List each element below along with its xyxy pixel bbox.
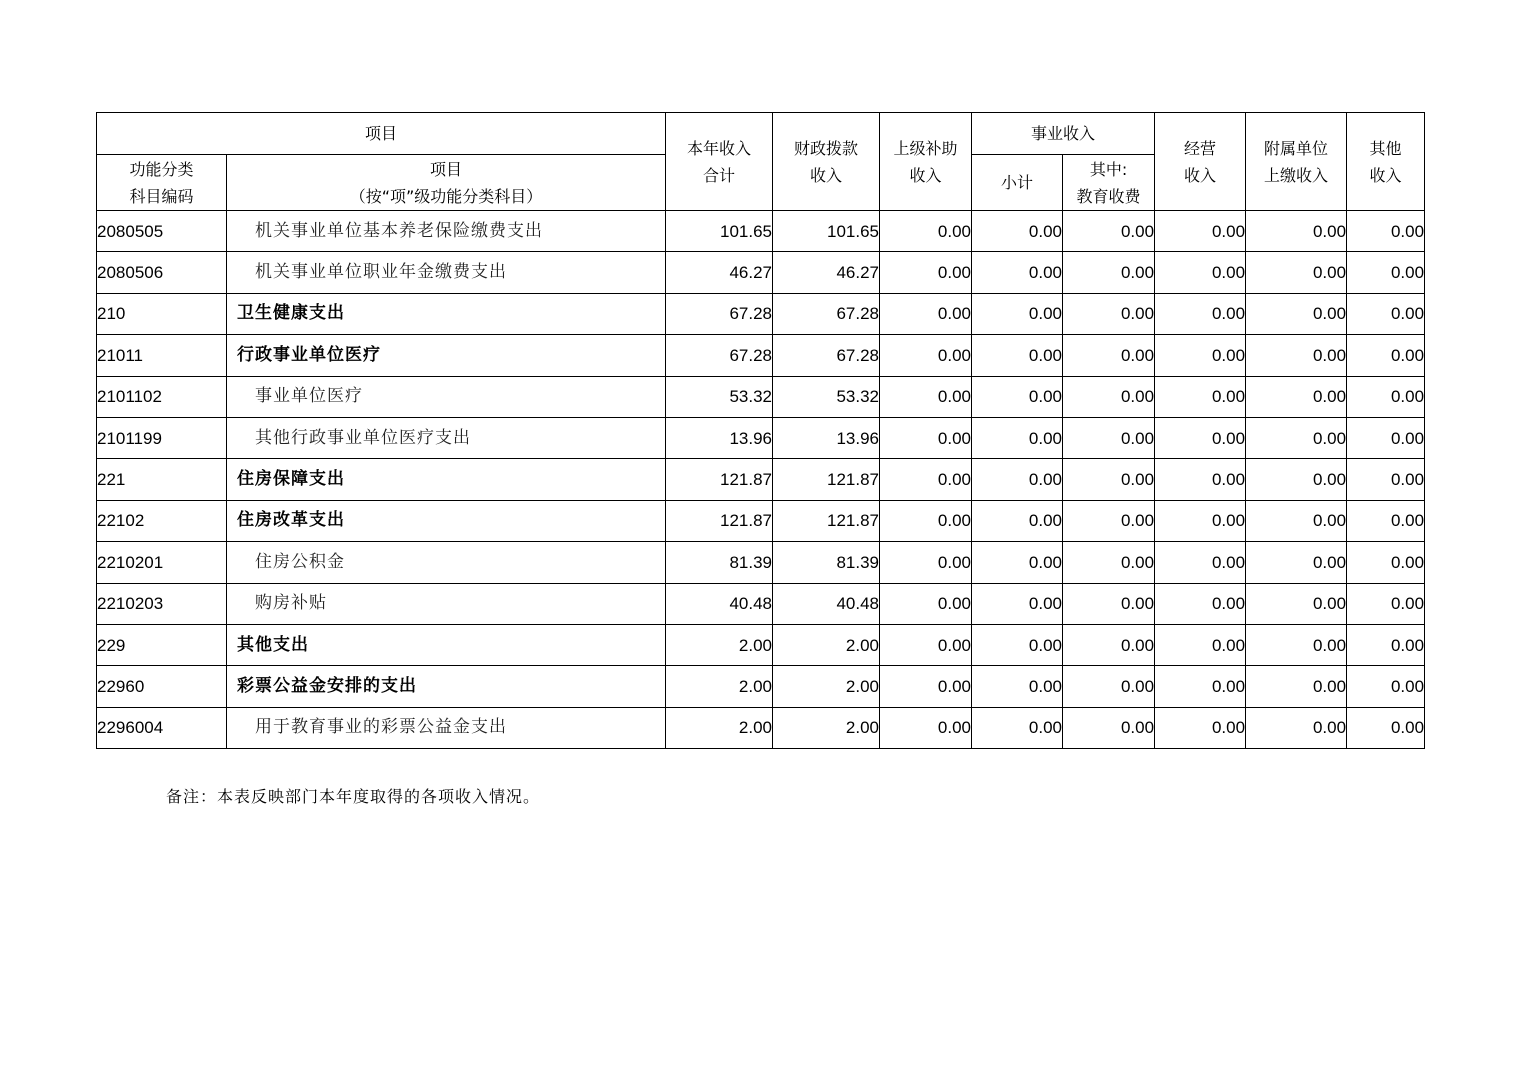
row-name: 用于教育事业的彩票公益金支出 xyxy=(227,707,666,748)
header-business-edu: 其中: 教育收费 xyxy=(1063,155,1155,211)
cell-fiscal: 46.27 xyxy=(773,252,880,293)
cell-other: 0.00 xyxy=(1347,707,1425,748)
cell-superior: 0.00 xyxy=(880,624,972,665)
cell-superior: 0.00 xyxy=(880,542,972,583)
table-row xyxy=(97,707,1425,748)
row-name: 事业单位医疗 xyxy=(227,376,666,417)
cell-business-edu: 0.00 xyxy=(1063,417,1155,458)
row-code: 2210203 xyxy=(97,583,227,624)
cell-affiliated: 0.00 xyxy=(1246,211,1347,252)
row-name: 住房公积金 xyxy=(227,542,666,583)
cell-operating: 0.00 xyxy=(1155,459,1246,500)
table-body xyxy=(97,211,1425,749)
cell-superior: 0.00 xyxy=(880,500,972,541)
cell-other: 0.00 xyxy=(1347,376,1425,417)
cell-fiscal: 101.65 xyxy=(773,211,880,252)
cell-business-edu: 0.00 xyxy=(1063,335,1155,376)
cell-fiscal: 67.28 xyxy=(773,335,880,376)
cell-total: 67.28 xyxy=(666,335,773,376)
header-operating: 经营 收入 xyxy=(1155,113,1246,211)
row-code: 2080506 xyxy=(97,252,227,293)
row-name: 机关事业单位基本养老保险缴费支出 xyxy=(227,211,666,252)
cell-total: 46.27 xyxy=(666,252,773,293)
cell-affiliated: 0.00 xyxy=(1246,624,1347,665)
cell-fiscal: 121.87 xyxy=(773,459,880,500)
cell-superior: 0.00 xyxy=(880,459,972,500)
cell-business-edu: 0.00 xyxy=(1063,707,1155,748)
header-business-subtotal: 小计 xyxy=(972,155,1063,211)
cell-other: 0.00 xyxy=(1347,666,1425,707)
cell-operating: 0.00 xyxy=(1155,707,1246,748)
cell-total: 81.39 xyxy=(666,542,773,583)
table-row xyxy=(97,293,1425,334)
row-name: 住房改革支出 xyxy=(227,500,666,541)
header-business-group: 事业收入 xyxy=(972,113,1155,155)
cell-other: 0.00 xyxy=(1347,252,1425,293)
cell-superior: 0.00 xyxy=(880,666,972,707)
cell-total: 40.48 xyxy=(666,583,773,624)
cell-affiliated: 0.00 xyxy=(1246,376,1347,417)
cell-business-edu: 0.00 xyxy=(1063,500,1155,541)
row-name: 行政事业单位医疗 xyxy=(227,335,666,376)
row-name: 其他行政事业单位医疗支出 xyxy=(227,417,666,458)
cell-superior: 0.00 xyxy=(880,583,972,624)
cell-operating: 0.00 xyxy=(1155,666,1246,707)
table-row xyxy=(97,542,1425,583)
header-other: 其他 收入 xyxy=(1347,113,1425,211)
cell-fiscal: 121.87 xyxy=(773,500,880,541)
row-code: 2210201 xyxy=(97,542,227,583)
row-code: 22102 xyxy=(97,500,227,541)
cell-business-subtotal: 0.00 xyxy=(972,707,1063,748)
cell-affiliated: 0.00 xyxy=(1246,417,1347,458)
cell-business-subtotal: 0.00 xyxy=(972,293,1063,334)
cell-affiliated: 0.00 xyxy=(1246,542,1347,583)
table-row xyxy=(97,459,1425,500)
row-code: 21011 xyxy=(97,335,227,376)
cell-fiscal: 67.28 xyxy=(773,293,880,334)
cell-other: 0.00 xyxy=(1347,500,1425,541)
cell-total: 2.00 xyxy=(666,707,773,748)
cell-affiliated: 0.00 xyxy=(1246,583,1347,624)
header-name: 项目 （按“项”级功能分类科目） xyxy=(227,155,666,211)
table-row xyxy=(97,252,1425,293)
cell-fiscal: 2.00 xyxy=(773,707,880,748)
cell-business-edu: 0.00 xyxy=(1063,583,1155,624)
header-superior: 上级补助 收入 xyxy=(880,113,972,211)
cell-business-edu: 0.00 xyxy=(1063,542,1155,583)
cell-business-subtotal: 0.00 xyxy=(972,211,1063,252)
table-row xyxy=(97,500,1425,541)
cell-total: 101.65 xyxy=(666,211,773,252)
cell-operating: 0.00 xyxy=(1155,252,1246,293)
row-name: 彩票公益金安排的支出 xyxy=(227,666,666,707)
cell-affiliated: 0.00 xyxy=(1246,252,1347,293)
header-fiscal: 财政拨款 收入 xyxy=(773,113,880,211)
cell-business-subtotal: 0.00 xyxy=(972,583,1063,624)
cell-business-subtotal: 0.00 xyxy=(972,542,1063,583)
cell-other: 0.00 xyxy=(1347,624,1425,665)
income-table xyxy=(96,112,1425,749)
cell-business-edu: 0.00 xyxy=(1063,376,1155,417)
header-affiliated: 附属单位 上缴收入 xyxy=(1246,113,1347,211)
table-row xyxy=(97,335,1425,376)
cell-business-edu: 0.00 xyxy=(1063,252,1155,293)
cell-total: 2.00 xyxy=(666,624,773,665)
cell-affiliated: 0.00 xyxy=(1246,666,1347,707)
cell-fiscal: 2.00 xyxy=(773,666,880,707)
cell-total: 53.32 xyxy=(666,376,773,417)
row-code: 210 xyxy=(97,293,227,334)
cell-business-edu: 0.00 xyxy=(1063,666,1155,707)
cell-superior: 0.00 xyxy=(880,293,972,334)
cell-other: 0.00 xyxy=(1347,459,1425,500)
cell-other: 0.00 xyxy=(1347,542,1425,583)
cell-superior: 0.00 xyxy=(880,335,972,376)
header-item: 项目 xyxy=(97,113,666,155)
cell-fiscal: 2.00 xyxy=(773,624,880,665)
table-row xyxy=(97,417,1425,458)
cell-other: 0.00 xyxy=(1347,417,1425,458)
row-name: 机关事业单位职业年金缴费支出 xyxy=(227,252,666,293)
cell-superior: 0.00 xyxy=(880,252,972,293)
row-code: 229 xyxy=(97,624,227,665)
cell-fiscal: 81.39 xyxy=(773,542,880,583)
row-name: 住房保障支出 xyxy=(227,459,666,500)
header-total: 本年收入 合计 xyxy=(666,113,773,211)
cell-operating: 0.00 xyxy=(1155,583,1246,624)
cell-other: 0.00 xyxy=(1347,583,1425,624)
cell-superior: 0.00 xyxy=(880,211,972,252)
table-row xyxy=(97,583,1425,624)
cell-fiscal: 53.32 xyxy=(773,376,880,417)
cell-operating: 0.00 xyxy=(1155,376,1246,417)
cell-business-subtotal: 0.00 xyxy=(972,252,1063,293)
income-table-sheet xyxy=(96,112,1425,749)
row-code: 22960 xyxy=(97,666,227,707)
row-code: 221 xyxy=(97,459,227,500)
cell-operating: 0.00 xyxy=(1155,293,1246,334)
table-row xyxy=(97,211,1425,252)
cell-operating: 0.00 xyxy=(1155,335,1246,376)
cell-business-subtotal: 0.00 xyxy=(972,624,1063,665)
cell-operating: 0.00 xyxy=(1155,417,1246,458)
cell-affiliated: 0.00 xyxy=(1246,293,1347,334)
cell-other: 0.00 xyxy=(1347,335,1425,376)
cell-superior: 0.00 xyxy=(880,376,972,417)
cell-business-subtotal: 0.00 xyxy=(972,335,1063,376)
cell-affiliated: 0.00 xyxy=(1246,335,1347,376)
cell-total: 121.87 xyxy=(666,459,773,500)
cell-total: 2.00 xyxy=(666,666,773,707)
row-name: 其他支出 xyxy=(227,624,666,665)
header-code: 功能分类 科目编码 xyxy=(97,155,227,211)
table-header xyxy=(97,113,1425,211)
cell-business-subtotal: 0.00 xyxy=(972,417,1063,458)
cell-total: 67.28 xyxy=(666,293,773,334)
cell-fiscal: 13.96 xyxy=(773,417,880,458)
row-code: 2080505 xyxy=(97,211,227,252)
cell-affiliated: 0.00 xyxy=(1246,707,1347,748)
cell-business-edu: 0.00 xyxy=(1063,459,1155,500)
cell-business-subtotal: 0.00 xyxy=(972,500,1063,541)
cell-other: 0.00 xyxy=(1347,211,1425,252)
table-row xyxy=(97,666,1425,707)
cell-business-edu: 0.00 xyxy=(1063,624,1155,665)
cell-business-subtotal: 0.00 xyxy=(972,459,1063,500)
cell-superior: 0.00 xyxy=(880,707,972,748)
cell-business-subtotal: 0.00 xyxy=(972,376,1063,417)
table-row xyxy=(97,624,1425,665)
row-code: 2296004 xyxy=(97,707,227,748)
row-name: 购房补贴 xyxy=(227,583,666,624)
cell-business-edu: 0.00 xyxy=(1063,293,1155,334)
cell-affiliated: 0.00 xyxy=(1246,500,1347,541)
cell-operating: 0.00 xyxy=(1155,624,1246,665)
row-code: 2101199 xyxy=(97,417,227,458)
row-code: 2101102 xyxy=(97,376,227,417)
table-row xyxy=(97,376,1425,417)
cell-operating: 0.00 xyxy=(1155,500,1246,541)
cell-operating: 0.00 xyxy=(1155,542,1246,583)
cell-superior: 0.00 xyxy=(880,417,972,458)
cell-fiscal: 40.48 xyxy=(773,583,880,624)
cell-business-subtotal: 0.00 xyxy=(972,666,1063,707)
cell-operating: 0.00 xyxy=(1155,211,1246,252)
cell-total: 13.96 xyxy=(666,417,773,458)
row-name: 卫生健康支出 xyxy=(227,293,666,334)
cell-other: 0.00 xyxy=(1347,293,1425,334)
cell-business-edu: 0.00 xyxy=(1063,211,1155,252)
cell-affiliated: 0.00 xyxy=(1246,459,1347,500)
table-note: 备注：本表反映部门本年度取得的各项收入情况。 xyxy=(166,787,541,806)
cell-total: 121.87 xyxy=(666,500,773,541)
